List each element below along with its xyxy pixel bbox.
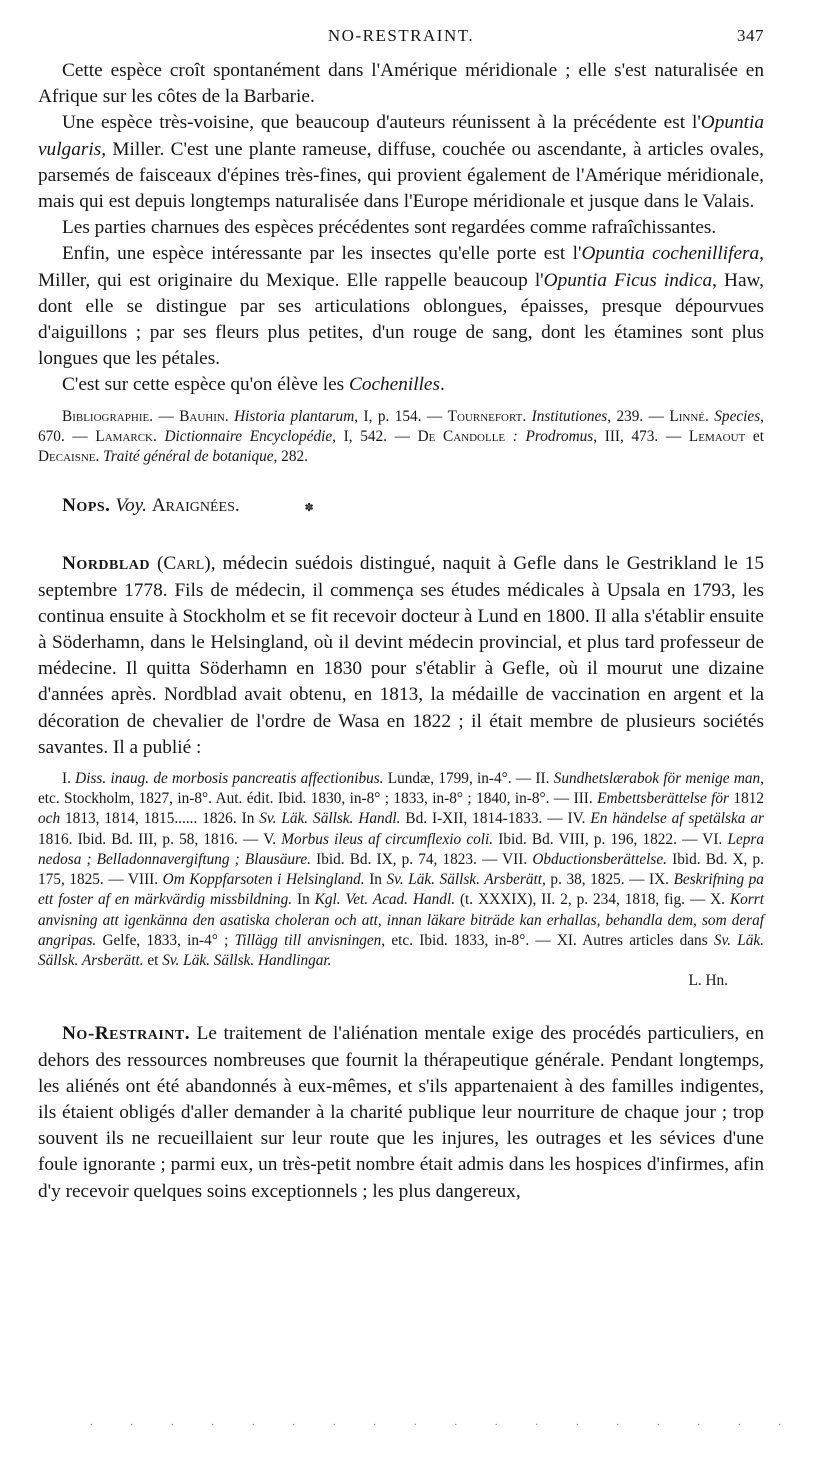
nordblad-entry: Nordblad (Carl), médecin suédois distingué, naquit à Gefle dans le Gestrikland le 15 septembre 1778. Fils de médecin, il commença ses études médicales à Upsala en 1793, les continua ensuite à Stockholm et se fit recevoir docteur à Lund en 1800. Il alla s'établir ensuite à Söderhamn, dans le Helsingland, où il devint médecin provincial, et plus tard professeur de médecine. Il quitta Söderhamn en 1830 pour s'établir à Gefle, où il mourut une dizaine d'années après. Nordblad avait obtenu, en 1813, la médaille de vaccination en argent et la décoration de chevalier de l'ordre de Wasa en 1822 ; il était membre de plusieurs sociétés savantes. Il a publié :: [38, 553, 764, 758]
bib-title: Traité général de botanique,: [99, 448, 278, 466]
bib-title: : Prodromus,: [505, 427, 598, 445]
person-firstname: (Carl): [157, 553, 211, 575]
author-signature: L. Hn.: [688, 972, 728, 990]
running-header: [38, 26, 764, 58]
species-name: Opuntia cochenillifera: [581, 243, 760, 265]
page-bottom-dots: ..................: [90, 1417, 819, 1428]
species-name: Opuntia vulgaris: [38, 112, 764, 160]
bibliography-label: Bibliographie.: [62, 407, 154, 425]
running-title: NO-RESTRAINT.: [327, 26, 475, 45]
opuntia-paragraph-3: Les parties charnues des espèces précédentes sont regardées comme rafraîchissantes.: [62, 217, 717, 239]
insect-name: Cochenilles: [348, 374, 440, 396]
bib-author: Tournefort.: [447, 407, 527, 425]
bib-author: Lemaout: [688, 427, 746, 445]
bib-author: Bauhin.: [179, 407, 229, 425]
bib-title: Species,: [708, 407, 764, 425]
printer-mark: ✽: [304, 502, 314, 515]
bib-title: Historia plantarum,: [228, 407, 359, 425]
page-number: 347: [737, 26, 764, 45]
bib-title: Institutiones,: [526, 407, 612, 425]
opuntia-paragraph-2: Une espèce très-voisine, que beaucoup d'auteurs réunissent à la précédente est l'Opuntia vulgaris, Miller. C'est une plante rameuse, diffuse, couchée ou ascendante, à articles ovales, parsemés de faisceaux d'épines très-fines, qui provient également de l'Amérique méridionale, mais qui est depuis longtemps naturalisée dans l'Europe méridionale et jusque dans le Valais.: [38, 112, 764, 213]
bibliography: Bibliographie. — Bauhin. Historia plantarum, I, p. 154. — Tournefort. Institutiones, 239. — Linné. Species, 670. — Lamarck. Dictionnaire Encyclopédie, I, 542. — De Candolle : Prodromus, III, 473. — Lemaout et Decaisne. Traité général de botanique, 282.: [38, 407, 764, 466]
opuntia-paragraph-5: C'est sur cette espèce qu'on élève les Cochenilles.: [62, 374, 445, 396]
bib-author: De Candolle: [417, 427, 506, 445]
entry-headword: No-Restraint.: [62, 1023, 191, 1045]
opuntia-paragraph-4: Enfin, une espèce intéressante par les insectes qu'elle porte est l'Opuntia cochenillifera, Miller, qui est originaire du Mexique. Elle rappelle beaucoup l'Opuntia Ficus indica, Haw, dont elle se distingue par ses articulations oblongues, épaisses, presque dépourvues d'aiguillons ; par ses fleurs plus petites, d'un rouge de sang, dont les étamines sont plus longues que les pétales.: [38, 243, 764, 370]
cross-reference-link[interactable]: Araignées.: [151, 495, 240, 517]
see-also-label: Voy.: [115, 495, 147, 517]
species-name: Opuntia Ficus indica: [543, 269, 713, 291]
bib-author: Lamarck.: [95, 427, 157, 445]
entry-headword: Nops.: [62, 495, 111, 517]
nops-entry: [38, 493, 764, 521]
opuntia-section: [38, 58, 764, 399]
entry-headword: Nordblad: [62, 553, 150, 575]
bib-author: Linné.: [669, 407, 709, 425]
bib-title: Dictionnaire Encyclopédie,: [156, 427, 336, 445]
norestraint-entry: No-Restraint. Le traitement de l'aliénation mentale exige des procédés particuliers, en dehors des ressources nombreuses que fournit la thérapeutique générale. Pendant longtemps, les aliénés ont été abandonnés à eux-mêmes, et s'ils appartenaient à des familles indigentes, ils étaient obligés d'aller demander à la charité publique leur nourriture de chaque jour ; trop souvent ils ne recueillaient sur leur route que les injures, les outrages et les sévices d'une foule ignorante ; parmi eux, un très-petit nombre était admis dans les hospices d'infirmes, afin d'y recevoir quelques soins exceptionnels ; les plus dangereux,: [38, 1023, 764, 1202]
works-list: I. Diss. inaug. de morbosis pancreatis affectionibus. Lundæ, 1799, in-4°. — II. Sundhetslærabok för menige man, etc. Stockholm, 1827, in-8°. Aut. édit. Ibid. 1830, in-8° ; 1833, in-8° ; 1840, in-8°. — III. Embettsberättelse för 1812 och 1813, 1814, 1815...... 1826. In Sv. Läk. Sällsk. Handl. Bd. I-XII, 1814-1833. — IV. En händelse af spetälska ar 1816. Ibid. Bd. III, p. 58, 1816. — V. Morbus ileus af circumflexio coli. Ibid. Bd. VIII, p. 196, 1822. — VI. Lepra nedosa ; Belladonnavergiftung ; Blausäure. Ibid. Bd. IX, p. 74, 1823. — VII. Obductionsberättelse. Ibid. Bd. X, p. 175, 1825. — VIII. Om Koppfarsoten i Helsingland. In Sv. Läk. Sällsk. Arsberätt, p. 38, 1825. — IX. Beskrifning pa ett foster af en märkvärdig missbildning. In Kgl. Vet. Acad. Handl. (t. XXXIX), II. 2, p. 234, 1818, fig. — X. Korrt anvisning att igenkänna den asatiska choleran och att, innan läkare biträde kan erhallas, behandla dem, som deraf angripas. Gelfe, 1833, in-4° ; Tillägg till anvisningen, etc. Ibid. 1833, in-8°. — XI. Autres articles dans Sv. Läk. Sällsk. Arsberätt. et Sv. Läk. Sällsk. Handlingar.: [38, 770, 765, 969]
opuntia-paragraph-1: Cette espèce croît spontanément dans l'Amérique méridionale ; elle s'est naturalisée en Afrique sur les côtes de la Barbarie.: [38, 60, 764, 108]
book-page: [38, 26, 764, 1205]
bib-author: Decaisne.: [38, 448, 100, 466]
